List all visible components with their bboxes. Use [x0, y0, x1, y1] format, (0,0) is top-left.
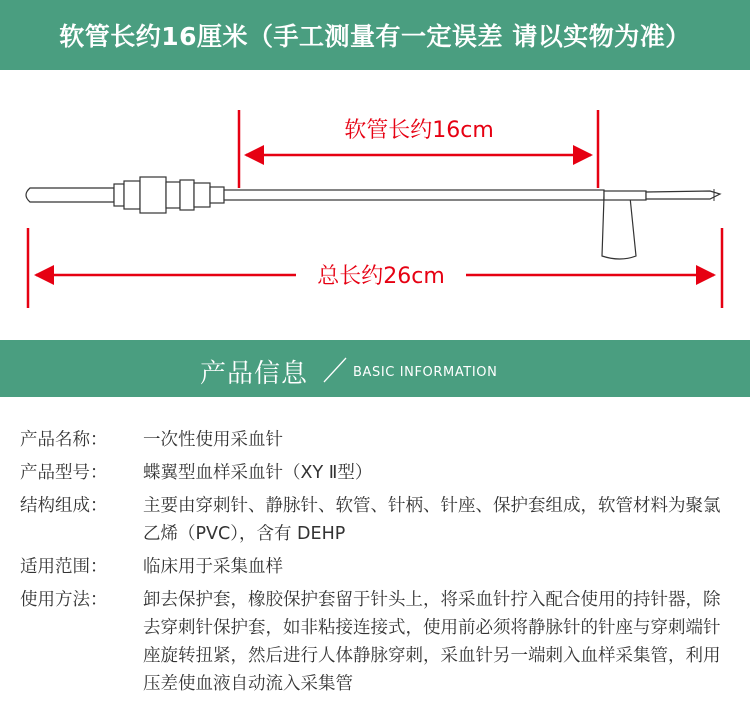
divider-slash-icon — [320, 354, 350, 384]
info-value: 蝶翼型血样采血针（XY Ⅱ型） — [143, 463, 373, 483]
info-value: 一次性使用采血针 — [143, 430, 283, 450]
info-row-structure — [20, 492, 735, 548]
total-length-label: 总长约26cm — [317, 264, 445, 289]
hub-ring-2 — [124, 181, 140, 209]
info-section-banner — [0, 340, 750, 397]
soft-tube — [224, 190, 604, 200]
product-info-list — [20, 426, 735, 703]
protective-sheath — [26, 188, 114, 202]
top-banner — [0, 0, 750, 70]
butterfly-wing — [602, 197, 636, 259]
info-label: 使用方法： — [20, 590, 108, 610]
needle-diagram — [0, 70, 750, 340]
needle-holder — [604, 191, 646, 200]
info-value: 临床用于采集血样 — [143, 557, 283, 577]
info-value: 卸去保护套，橡胶保护套留于针头上，将采血针拧入配合使用的持针器，除去穿刺针保护套，如非粘接连接式，使用前必须将静脉针的针座与穿刺端针座旋转扭紧，然后进行人体静脉穿刺，采血针另一端刺入血样采集管，利用压差使血液自动流入采集管 — [143, 590, 721, 694]
info-row-name — [20, 426, 735, 454]
hub-tip — [210, 187, 224, 203]
section-subtitle: BASIC INFORMATION — [353, 365, 498, 380]
section-title: 产品信息 — [200, 359, 309, 389]
needle — [646, 191, 720, 199]
hub-ring-3 — [166, 182, 180, 208]
info-row-model — [20, 459, 735, 487]
hub-ring-5 — [194, 183, 210, 207]
info-value: 主要由穿刺针、静脉针、软管、针柄、针座、保护套组成，软管材料为聚氯乙烯（PVC），含有 DEHP — [143, 496, 721, 544]
info-label: 产品型号： — [20, 463, 108, 483]
info-row-scope — [20, 553, 735, 581]
hub-ring-1 — [114, 184, 124, 206]
tube-length-label: 软管长约16cm — [344, 118, 494, 143]
info-label: 结构组成： — [20, 496, 108, 516]
hub-ring-4 — [180, 180, 194, 210]
info-label: 适用范围： — [20, 557, 108, 577]
info-row-usage — [20, 586, 735, 698]
hub-body — [140, 177, 166, 213]
blood-collection-needle — [26, 177, 720, 259]
info-label: 产品名称： — [20, 430, 108, 450]
banner-title: 软管长约16厘米（手工测量有一定误差 请以实物为准） — [59, 22, 691, 51]
